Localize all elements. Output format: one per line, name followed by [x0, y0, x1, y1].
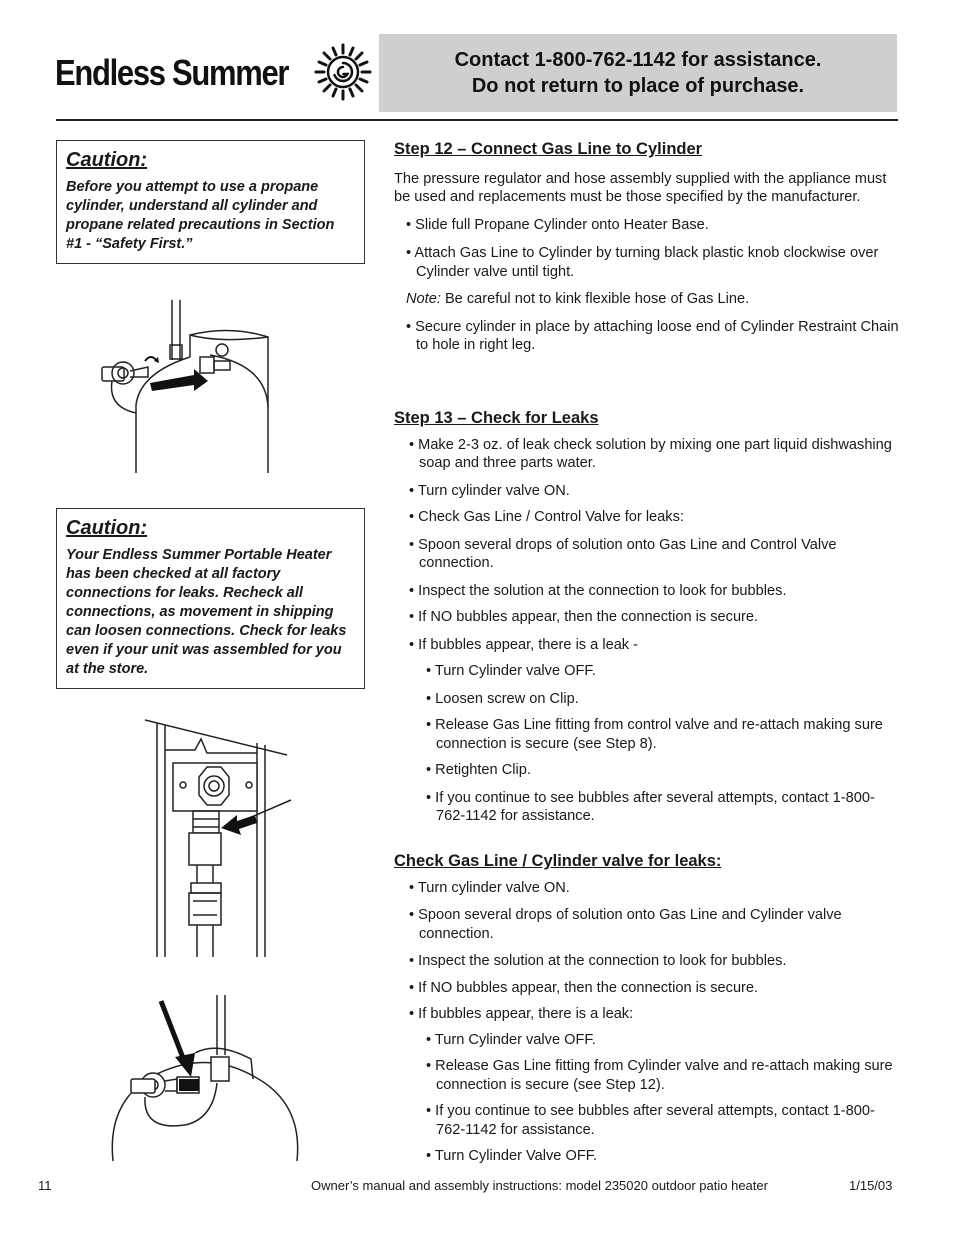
- caution-box-leaks: [56, 508, 365, 689]
- step-13-title: Step 13 – Check for Leaks: [394, 409, 599, 427]
- sub-list-item: • Retighten Clip.: [426, 762, 531, 778]
- sub-list-item: • Turn Cylinder Valve OFF.: [426, 1148, 598, 1164]
- cylinder-leak-check-section: [394, 852, 899, 1166]
- sub-list-item: • Loosen screw on Clip.: [426, 690, 579, 707]
- sun-icon: [313, 42, 373, 102]
- sub-list-item: • Release Gas Line fitting from control valve and re-attach making sure connection is secure (see Step 8).: [426, 717, 883, 752]
- list-item: • Check Gas Line / Control Valve for leaks:: [409, 509, 684, 525]
- list-item: • If bubbles appear, there is a leak:: [409, 1006, 634, 1022]
- list-item: • Inspect the solution at the connection to look for bubbles.: [409, 953, 787, 969]
- footer-doc-title: Owner’s manual and assembly instructions: model 235020 outdoor patio heater: [311, 1178, 768, 1193]
- header-rule: [56, 119, 898, 121]
- list-item: • Attach Gas Line to Cylinder by turning black plastic knob clockwise over Cylinder valve until tight.: [406, 245, 879, 280]
- list-item: • Turn cylinder valve ON.: [409, 879, 570, 896]
- note-text: Be careful not to kink flexible hose of Gas Line.: [440, 291, 750, 307]
- caution-title: Caution:: [66, 149, 148, 171]
- caution-box-cylinder: [56, 140, 365, 264]
- step-13-section: [394, 409, 899, 826]
- cylinder-connection-illustration: [90, 295, 290, 475]
- contact-line-1: Contact 1-800-762-1142 for assistance.: [454, 49, 822, 71]
- list-item: • Secure cylinder in place by attaching loose end of Cylinder Restraint Chain to hole in right leg.: [406, 318, 899, 353]
- brand-name: Endless Summer: [55, 52, 289, 93]
- step-12-title: Step 12 – Connect Gas Line to Cylinder: [394, 140, 703, 158]
- list-item: • Make 2-3 oz. of leak check solution by mixing one part liquid dishwashing soap and three parts water.: [409, 436, 892, 471]
- note: [406, 290, 899, 309]
- list-item: • If NO bubbles appear, then the connection is secure.: [409, 609, 759, 625]
- page-number: 11: [38, 1178, 52, 1193]
- paragraph: The pressure regulator and hose assembly supplied with the appliance must be used and replacements must be those specified by the manufacturer.: [394, 170, 887, 205]
- list-item: • If NO bubbles appear, then the connection is secure.: [409, 979, 759, 996]
- control-valve-illustration: [145, 715, 295, 960]
- sub-list-item: • If you continue to see bubbles after several attempts, contact 1-800-762-1142 for assistance.: [426, 789, 875, 824]
- footer-date: 1/15/03: [849, 1178, 893, 1193]
- caution-text: Before you attempt to use a propane cylinder, understand all cylinder and propane related precautions in Section #1 - “Safety First.”: [66, 179, 335, 252]
- note-label: Note:: [406, 291, 441, 307]
- contact-banner: [379, 34, 897, 112]
- list-item: • Spoon several drops of solution onto Gas Line and Control Valve connection.: [409, 536, 837, 571]
- caution-text: Your Endless Summer Portable Heater has been checked at all factory connections for leaks. Recheck all connections, as movement in shipping can loosen connections. Check for leaks even if your unit was assembled for you at the store.: [66, 547, 347, 677]
- list-item: • Spoon several drops of solution onto Gas Line and Cylinder valve connection.: [409, 907, 842, 942]
- step-12-section: [394, 140, 899, 355]
- cylinder-leak-check-title: Check Gas Line / Cylinder valve for leaks:: [394, 852, 722, 870]
- sub-list-item: • If you continue to see bubbles after several attempts, contact 1-800-762-1142 for assistance.: [426, 1103, 875, 1138]
- list-item: • Inspect the solution at the connection to look for bubbles.: [409, 582, 787, 599]
- list-item: • Turn cylinder valve ON.: [409, 482, 570, 499]
- cylinder-valve-illustration: [105, 993, 305, 1165]
- sub-list-item: • Release Gas Line fitting from Cylinder valve and re-attach making sure connection is secure (see Step 12).: [426, 1058, 893, 1093]
- brand-logo: [55, 38, 375, 106]
- sub-list-item: • Turn Cylinder valve OFF.: [426, 1031, 596, 1048]
- contact-line-2: Do not return to place of purchase.: [471, 75, 805, 97]
- sub-list-item: • Turn Cylinder valve OFF.: [426, 663, 596, 679]
- list-item: • If bubbles appear, there is a leak -: [409, 636, 639, 653]
- caution-title: Caution:: [66, 517, 148, 539]
- list-item: • Slide full Propane Cylinder onto Heater Base.: [406, 216, 709, 233]
